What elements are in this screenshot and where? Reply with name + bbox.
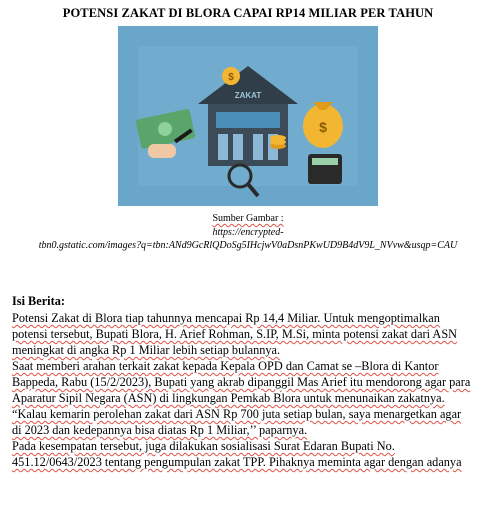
article-body xyxy=(12,293,484,470)
svg-text:$: $ xyxy=(319,119,327,135)
caption-label: Sumber Gambar : xyxy=(212,213,284,224)
body-line: Bappeda, Rabu (15/2/2023), Bupati yang akrab dipanggil Mas Arief itu mendorong agar para xyxy=(12,375,471,389)
body-line: Pada kesempatan tersebut, juga dilakukan sosialisasi Surat Edaran Bupati No. xyxy=(12,439,395,453)
caption-url-line1: https://encrypted- xyxy=(212,226,284,238)
article-title: POTENSI ZAKAT DI BLORA CAPAI RP14 MILIAR PER TAHUN xyxy=(62,6,434,20)
body-line: 451.12/0643/2023 tentang pengumpulan zakat TPP. Pihaknya meminta agar dengan adanya xyxy=(12,455,462,469)
body-line: potensi tersebut, Bupati Blora, H. Arief Rohman, S.IP, M.Si, minta potensi zakat dari ASN xyxy=(12,327,458,341)
coin-stack-icon xyxy=(270,135,286,149)
coin-icon xyxy=(222,67,240,85)
body-line: di 2023 dan kedepannya bisa diatas Rp 1 Miliar,’’ paparnya. xyxy=(12,423,308,437)
body-line: meningkat di angka Rp 1 Miliar lebih setiap bulannya. xyxy=(12,343,281,357)
image-caption xyxy=(0,212,496,253)
body-line: Saat memberi arahan terkait zakat kepada Kepala OPD dan Camat se –Blora di Kantor xyxy=(12,359,439,373)
caption-url-line2: tbn0.gstatic.com/images?q=tbn:ANd9GcRlQDoSg5IHcjwV0aDsnPKwUD9B4dV9L_NVvw&usqp=CAU xyxy=(38,240,458,251)
body-line: Potensi Zakat di Blora tiap tahunnya mencapai Rp 14,4 Miliar. Untuk mengoptimalkan xyxy=(12,311,440,325)
section-subheading: Isi Berita: xyxy=(12,294,65,308)
body-line: “Kalau kemarin perolehan zakat dari ASN Rp 700 juta setiap bulan, saya menargetkan agar xyxy=(12,407,462,421)
roof-label: ZAKAT xyxy=(234,91,262,100)
zakat-illustration xyxy=(118,26,378,206)
body-line: Aparatur Sipil Negara (ASN) di lingkungan Pemkab Blora untuk menunaikan zakatnya. xyxy=(12,391,445,405)
svg-text:$: $ xyxy=(228,72,234,83)
calculator-icon xyxy=(308,154,342,184)
